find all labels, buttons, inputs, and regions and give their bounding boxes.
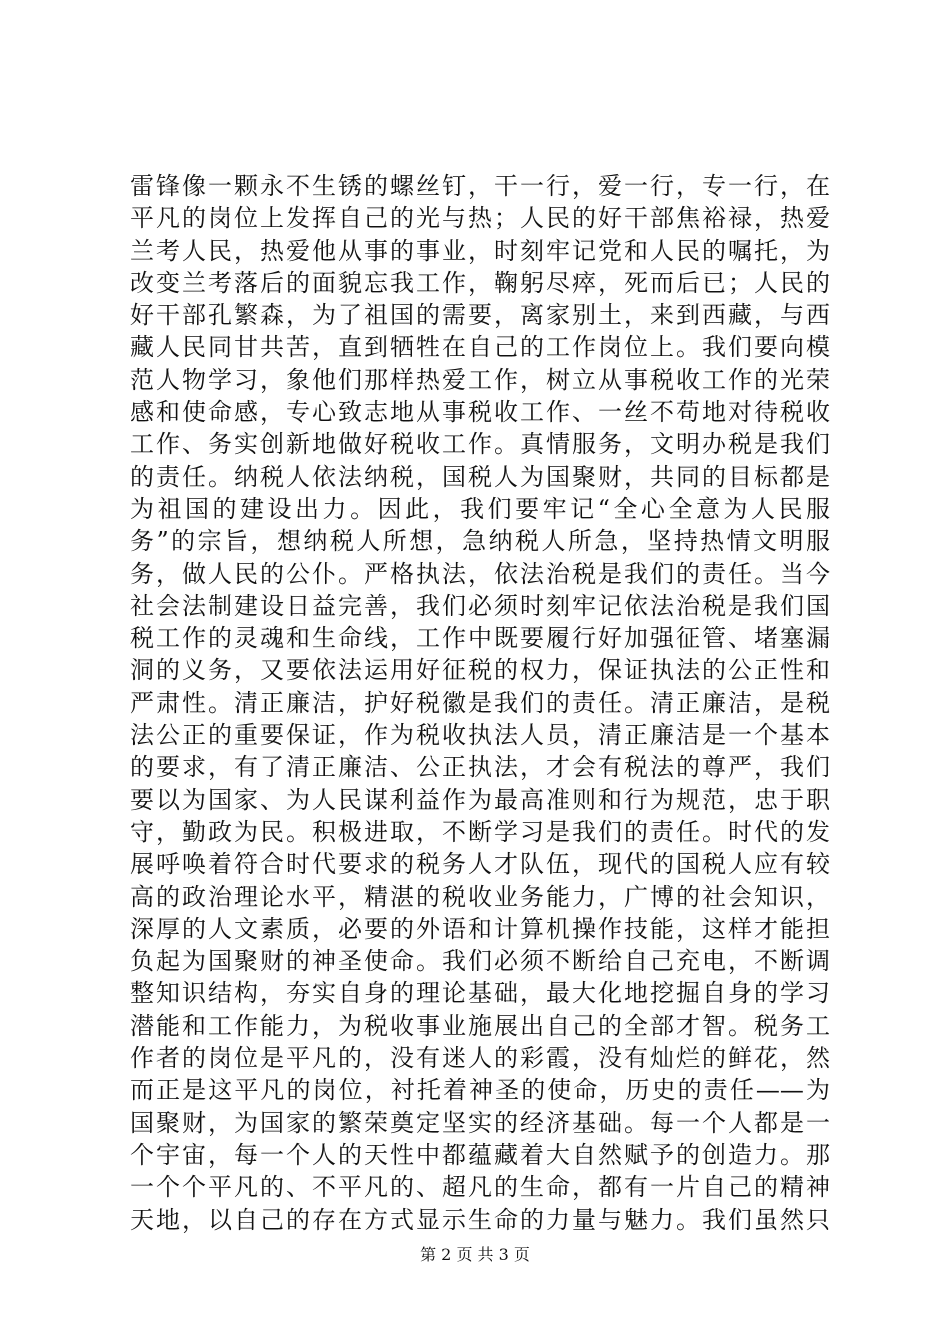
text-line: 平凡的岗位上发挥自己的光与热；人民的好干部焦裕禄，热爱 [130,204,830,233]
body-text [130,170,830,1236]
text-line: 藏人民同甘共苦，直到牺牲在自己的工作岗位上。我们要向模 [130,333,830,362]
text-line: 负起为国聚财的神圣使命。我们必须不断给自己充电，不断调 [130,947,830,976]
text-line: 的责任。纳税人依法纳税，国税人为国聚财，共同的目标都是 [130,462,830,491]
text-line: 整知识结构，夯实自身的理论基础，最大化地挖掘自身的学习 [130,979,830,1008]
text-line: 范人物学习，象他们那样热爱工作，树立从事税收工作的光荣 [130,365,830,394]
text-line: 税工作的灵魂和生命线，工作中既要履行好加强征管、堵塞漏 [130,624,830,653]
text-line: 要以为国家、为人民谋利益作为最高准则和行为规范，忠于职 [130,785,830,814]
text-line: 展呼唤着符合时代要求的税务人才队伍，现代的国税人应有较 [130,850,830,879]
text-line: 而正是这平凡的岗位，衬托着神圣的使命，历史的责任——为 [130,1076,830,1105]
text-line: 个宇宙，每一个人的天性中都蕴藏着大自然赋予的创造力。那 [130,1140,830,1169]
text-line: 作者的岗位是平凡的，没有迷人的彩霞，没有灿烂的鲜花，然 [130,1044,830,1073]
text-line: 守，勤政为民。积极进取，不断学习是我们的责任。时代的发 [130,817,830,846]
text-line: 雷锋像一颗永不生锈的螺丝钉，干一行，爱一行，专一行，在 [130,172,830,200]
text-line: 为祖国的建设出力。因此，我们要牢记“全心全意为人民服 [130,494,830,523]
text-line: 一个个平凡的、不平凡的、超凡的生命，都有一片自己的精神 [130,1173,830,1202]
text-line: 的要求，有了清正廉洁、公正执法，才会有税法的尊严，我们 [130,753,830,782]
text-line: 感和使命感，专心致志地从事税收工作、一丝不苟地对待税收 [130,398,830,427]
text-line: 深厚的人文素质，必要的外语和计算机操作技能，这样才能担 [130,914,830,943]
page-footer [0,1245,950,1265]
text-line: 兰考人民，热爱他从事的事业，时刻牢记党和人民的嘱托，为 [130,236,830,265]
text-line: 严肃性。清正廉洁，护好税徽是我们的责任。清正廉洁，是税 [130,688,830,717]
page-number: 第 2 页 共 3 页 [420,1245,530,1264]
text-line: 洞的义务，又要依法运用好征税的权力，保证执法的公正性和 [130,656,830,685]
text-line: 高的政治理论水平，精湛的税收业务能力，广博的社会知识， [130,882,830,911]
text-line: 潜能和工作能力，为税收事业施展出自己的全部才智。税务工 [130,1011,830,1040]
text-line: 务”的宗旨，想纳税人所想，急纳税人所急，坚持热情文明服 [130,527,830,556]
text-line: 天地，以自己的存在方式显示生命的力量与魅力。我们虽然只 [130,1205,830,1234]
text-line: 社会法制建设日益完善，我们必须时刻牢记依法治税是我们国 [130,591,830,620]
text-line: 国聚财，为国家的繁荣奠定坚实的经济基础。每一个人都是一 [130,1108,830,1137]
text-line: 工作、务实创新地做好税收工作。真情服务，文明办税是我们 [130,430,830,459]
text-line: 改变兰考落后的面貌忘我工作，鞠躬尽瘁，死而后已；人民的 [130,268,830,297]
text-line: 务，做人民的公仆。严格执法，依法治税是我们的责任。当今 [130,559,830,588]
text-line: 法公正的重要保证，作为税收执法人员，清正廉洁是一个基本 [130,721,830,750]
text-line: 好干部孔繁森，为了祖国的需要，离家别土，来到西藏，与西 [130,301,830,330]
